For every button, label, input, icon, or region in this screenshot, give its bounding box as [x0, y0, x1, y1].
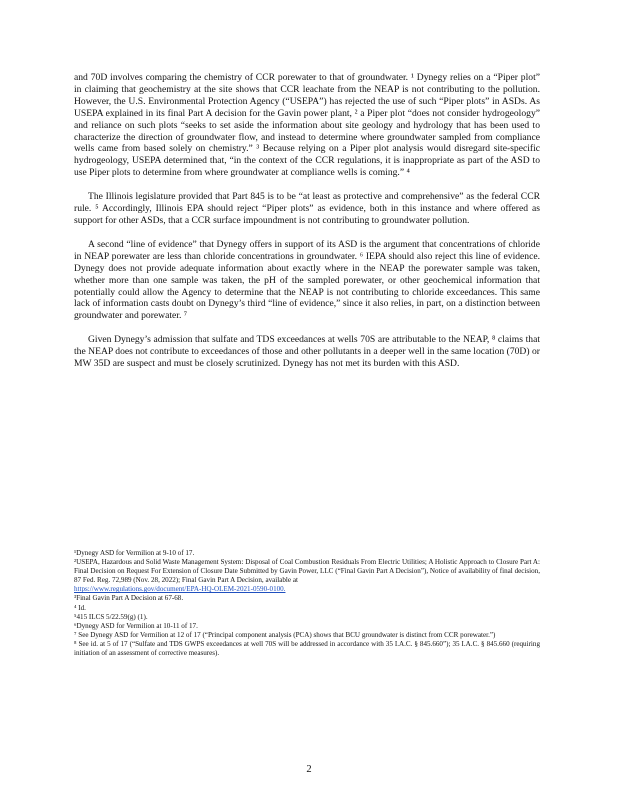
- paragraph-4: Given Dynegy’s admission that sulfate and TDS exceedances at wells 70S are attributable to the NEAP, ⁸ claims that the NEAP does not contribute to exceedances of those and other pollutants in a deeper well in the same location (70D) or MW 35D are suspect and must be closely scrutinized. Dynegy has not met its burden with this ASD.: [74, 334, 540, 370]
- footnote-4: ⁴ Id.: [74, 603, 86, 612]
- footnote-1: ¹Dynegy ASD for Vermilion at 9-10 of 17.: [74, 549, 195, 557]
- body-text: [74, 72, 540, 382]
- footnotes: [74, 549, 540, 658]
- footnote-8: ⁸ See id. at 5 of 17 (“Sulfate and TDS GWPS exceedances at well 70S will be addressed in accordance with 35 I.A.C. § 845.660”); 35 I.A.C. § 845.660 (requiring initiation of an assessment of corrective measures).: [74, 639, 540, 658]
- footnote-6: ⁶Dynegy ASD for Vermilion at 10-11 of 17.: [74, 621, 198, 630]
- footnote-7: ⁷ See Dynegy ASD for Vermilion at 12 of 17 (“Principal component analysis (PCA) shows that BCU groundwater is distinct from CCR porewater.”): [74, 630, 496, 639]
- footnote-2: ²USEPA, Hazardous and Solid Waste Management System: Disposal of Coal Combustion Residuals From Electric Utilities; A Holistic Approach to Closure Part A: Final Decision on Request For Extension of Closure Date Submitted by Gavin Power, LLC (“Final Gavin Part A Decision”), Notice of availability of final decision, 87 Fed. Reg. 72,989 (Nov. 28, 2022); Final Gavin Part A Decision, available at: [74, 558, 540, 585]
- footnote-5: ⁵415 ILCS 5/22.59(g) (1).: [74, 612, 148, 621]
- page-number: 2: [306, 764, 312, 775]
- paragraph-2: The Illinois legislature provided that Part 845 is to be “at least as protective and comprehensive” as the federal CCR rule. ⁵ Accordingly, Illinois EPA should reject “Piper plots” as evidence, both in this instance and where offered as support for other ASDs, that a CCR surface impoundment is not contributing to groundwater pollution.: [74, 191, 540, 226]
- footnote-2-link[interactable]: https://www.regulations.gov/document/EPA-HQ-OLEM-2021-0590-0100.: [74, 585, 286, 594]
- footnote-3: ³Final Gavin Part A Decision at 67-68.: [74, 594, 184, 603]
- paragraph-3: A second “line of evidence” that Dynegy offers in support of its ASD is the argument that concentrations of chloride in NEAP porewater are less than chloride concentrations in groundwater. ⁶ IEPA should also reject this line of evidence. Dynegy does not provide adequate information about exactly where in the NEAP the porewater sample was taken, whether more than one sample was taken, the pH of the sampled porewater, or other geochemical information that potentially could allow the Agency to determine that the NEAP is not contributing to chloride exceedances. This same lack of information casts doubt on Dynegy’s third “line of evidence,” since it also relies, in part, on a distinction between groundwater and porewater. ⁷: [74, 238, 540, 322]
- paragraph-1: and 70D involves comparing the chemistry of CCR porewater to that of groundwater. ¹ Dynegy relies on a “Piper plot” in claiming that geochemistry at the site shows that CCR leachate from the NEAP is not contributing to the pollution. However, the U.S. Environmental Protection Agency (“USEPA”) has rejected the use of such “Piper plots” in ASDs. As USEPA explained in its final Part A decision for the Gavin power plant, ² a Piper plot “does not consider hydrogeology” and reliance on such plots “seeks to set aside the information about site geology and hydrology that has been used to characterize the direction of groundwater flow, and instead to determine where groundwater sampled from compliance wells came from based solely on chemistry.” ³ Because relying on a Piper plot analysis would disregard site-specific hydrogeology, USEPA determined that, “in the context of the CCR regulations, it is inappropriate as part of the ASD to use Piper plots to determine from where groundwater at compliance wells is coming.” ⁴: [74, 72, 540, 179]
